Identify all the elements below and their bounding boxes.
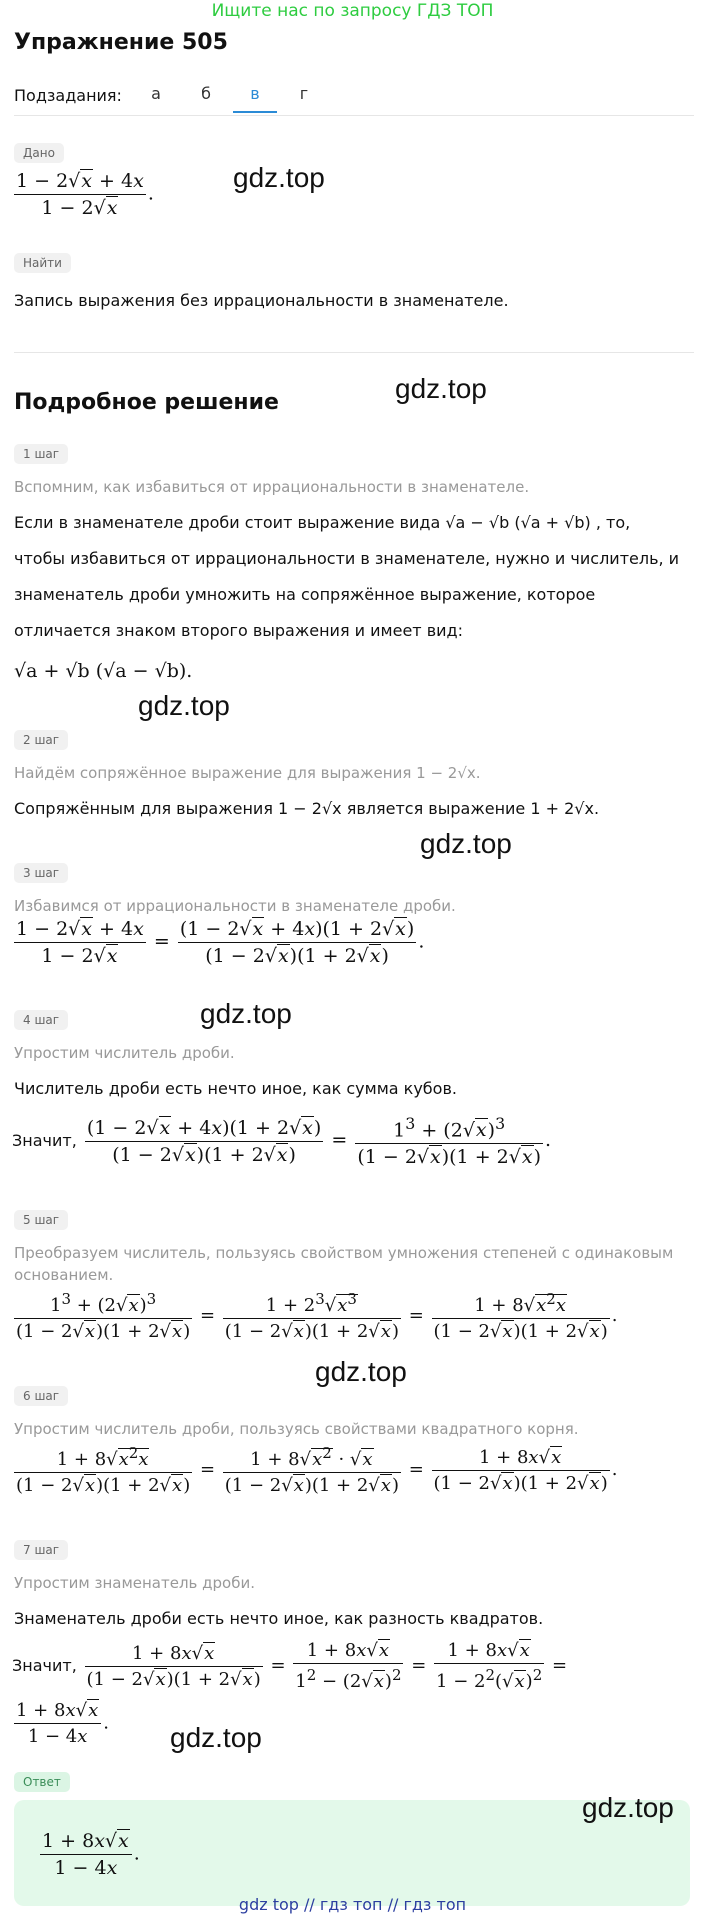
find-tag: Найти <box>14 253 71 273</box>
subtask-tab-g[interactable]: г <box>299 84 309 103</box>
subtask-tab-v[interactable]: в <box>233 84 277 113</box>
answer-tag: Ответ <box>14 1772 70 1792</box>
step-4-text: Числитель дроби есть нечто иное, как сумма кубов. <box>14 1079 457 1098</box>
subtasks-divider <box>14 115 694 116</box>
find-text: Запись выражения без иррациональности в знаменателе. <box>14 291 509 310</box>
step-2-hint: Найдём сопряжённое выражение для выражения 1 − 2√x. <box>14 764 481 782</box>
step-4-prefix: Значит, <box>12 1131 77 1151</box>
step-5-tag: 5 шаг <box>14 1210 68 1230</box>
step-5-formula: $\frac{1^3 + (2√x)^3}{(1 - 2√x)(1 + 2√x)}$ = $\frac{1 + 2^3√x^3}{(1 - 2√x)(1 + 2√x)}$ = $\frac{1 + 8√x^2x}{(1 - 2√x)(1 + 2√x)}$ . <box>16 1290 618 1342</box>
step-1-text-line-3: знаменатель дроби умножить на сопряжённое выражение, которое <box>14 585 596 604</box>
step-7-prefix: Значит, <box>12 1656 77 1675</box>
step-2-tag: 2 шаг <box>14 730 68 750</box>
subtasks-label: Подзадания: <box>14 86 122 105</box>
given-expression: $\frac{1 - 2√x + 4x}{1 - 2√x}$ . <box>16 170 154 219</box>
step-6-tag: 6 шаг <box>14 1386 68 1406</box>
step-1-text-line-4: отличается знаком второго выражения и имеет вид: <box>14 621 463 640</box>
step-6-formula: $\frac{1 + 8√x^2x}{(1 - 2√x)(1 + 2√x)}$ = $\frac{1 + 8√x^2 \cdot √x}{(1 - 2√x)(1 + 2√x)}$ = $\frac{1 + 8x√x}{(1 - 2√x)(1 + 2√x)}$ . <box>16 1444 618 1496</box>
step-5-hint-line-2: основанием. <box>14 1266 114 1284</box>
step-1-text-line-2: чтобы избавиться от иррациональности в знаменателе, нужно и числитель, и <box>14 549 680 568</box>
step-1-formula: √a + √b (√a − √b). <box>14 660 193 682</box>
step-4-tag: 4 шаг <box>14 1010 68 1030</box>
subtask-tab-b[interactable]: б <box>201 84 211 103</box>
watermark: gdz.top <box>233 162 325 193</box>
watermark: gdz.top <box>200 998 292 1029</box>
solution-title: Подробное решение <box>14 390 279 415</box>
watermark: gdz.top <box>395 373 487 404</box>
step-1-tag: 1 шаг <box>14 444 68 464</box>
subtask-tab-a[interactable]: а <box>151 84 161 103</box>
watermark: gdz.top <box>420 828 512 859</box>
section-divider <box>14 352 694 353</box>
step-4-hint: Упростим числитель дроби. <box>14 1044 235 1062</box>
step-3-tag: 3 шаг <box>14 863 68 883</box>
step-7-hint: Упростим знаменатель дроби. <box>14 1574 255 1592</box>
watermark: gdz.top <box>170 1722 262 1753</box>
watermark: gdz.top <box>315 1356 407 1387</box>
step-7-formula-end: $\frac{1 + 8x√x}{1 - 4x}$ . <box>16 1700 109 1747</box>
step-1-hint: Вспомним, как избавиться от иррациональности в знаменателе. <box>14 478 530 496</box>
step-5-hint-line-1: Преобразуем числитель, пользуясь свойством умножения степеней с одинаковым <box>14 1244 674 1262</box>
answer-expression: $\frac{1 + 8x√x}{1 - 4x}$ . <box>42 1830 140 1879</box>
promo-banner[interactable]: Ищите нас по запросу ГДЗ ТОП <box>211 1 494 21</box>
footer-links[interactable]: gdz top // гдз топ // гдз топ <box>238 1895 467 1914</box>
step-3-hint: Избавимся от иррациональности в знаменателе дроби. <box>14 897 456 915</box>
step-4-formula: Значит, $\frac{(1 - 2√x + 4x)(1 + 2√x)}{(1 - 2√x)(1 + 2√x)}$ = $\frac{1^3 + (2√x)^3}{(1 - 2√x)(1 + 2√x)}$ . <box>12 1114 552 1169</box>
watermark: gdz.top <box>138 690 230 721</box>
step-1-text-line-1: Если в знаменателе дроби стоит выражение вида √a − √b (√a + √b) , то, <box>14 513 631 532</box>
page-title: Упражнение 505 <box>14 30 228 55</box>
step-3-formula: $\frac{1 - 2√x + 4x}{1 - 2√x}$ = $\frac{(1 - 2√x + 4x)(1 + 2√x)}{(1 - 2√x)(1 + 2√x)}$ . <box>16 918 425 967</box>
step-7-formula: Значит, $\frac{1 + 8x√x}{(1 - 2√x)(1 + 2√x)}$ = $\frac{1 + 8x√x}{1^2 - (2√x)^2}$ = $\frac{1 + 8x√x}{1 - 2^2(√x)^2}$ = <box>12 1640 568 1692</box>
step-6-hint: Упростим числитель дроби, пользуясь свойствами квадратного корня. <box>14 1420 579 1438</box>
given-tag: Дано <box>14 143 64 163</box>
step-2-text: Сопряжённым для выражения 1 − 2√x является выражение 1 + 2√x. <box>14 799 600 818</box>
step-7-tag: 7 шаг <box>14 1540 68 1560</box>
step-7-text: Знаменатель дроби есть нечто иное, как разность квадратов. <box>14 1609 544 1628</box>
watermark: gdz.top <box>582 1792 674 1823</box>
